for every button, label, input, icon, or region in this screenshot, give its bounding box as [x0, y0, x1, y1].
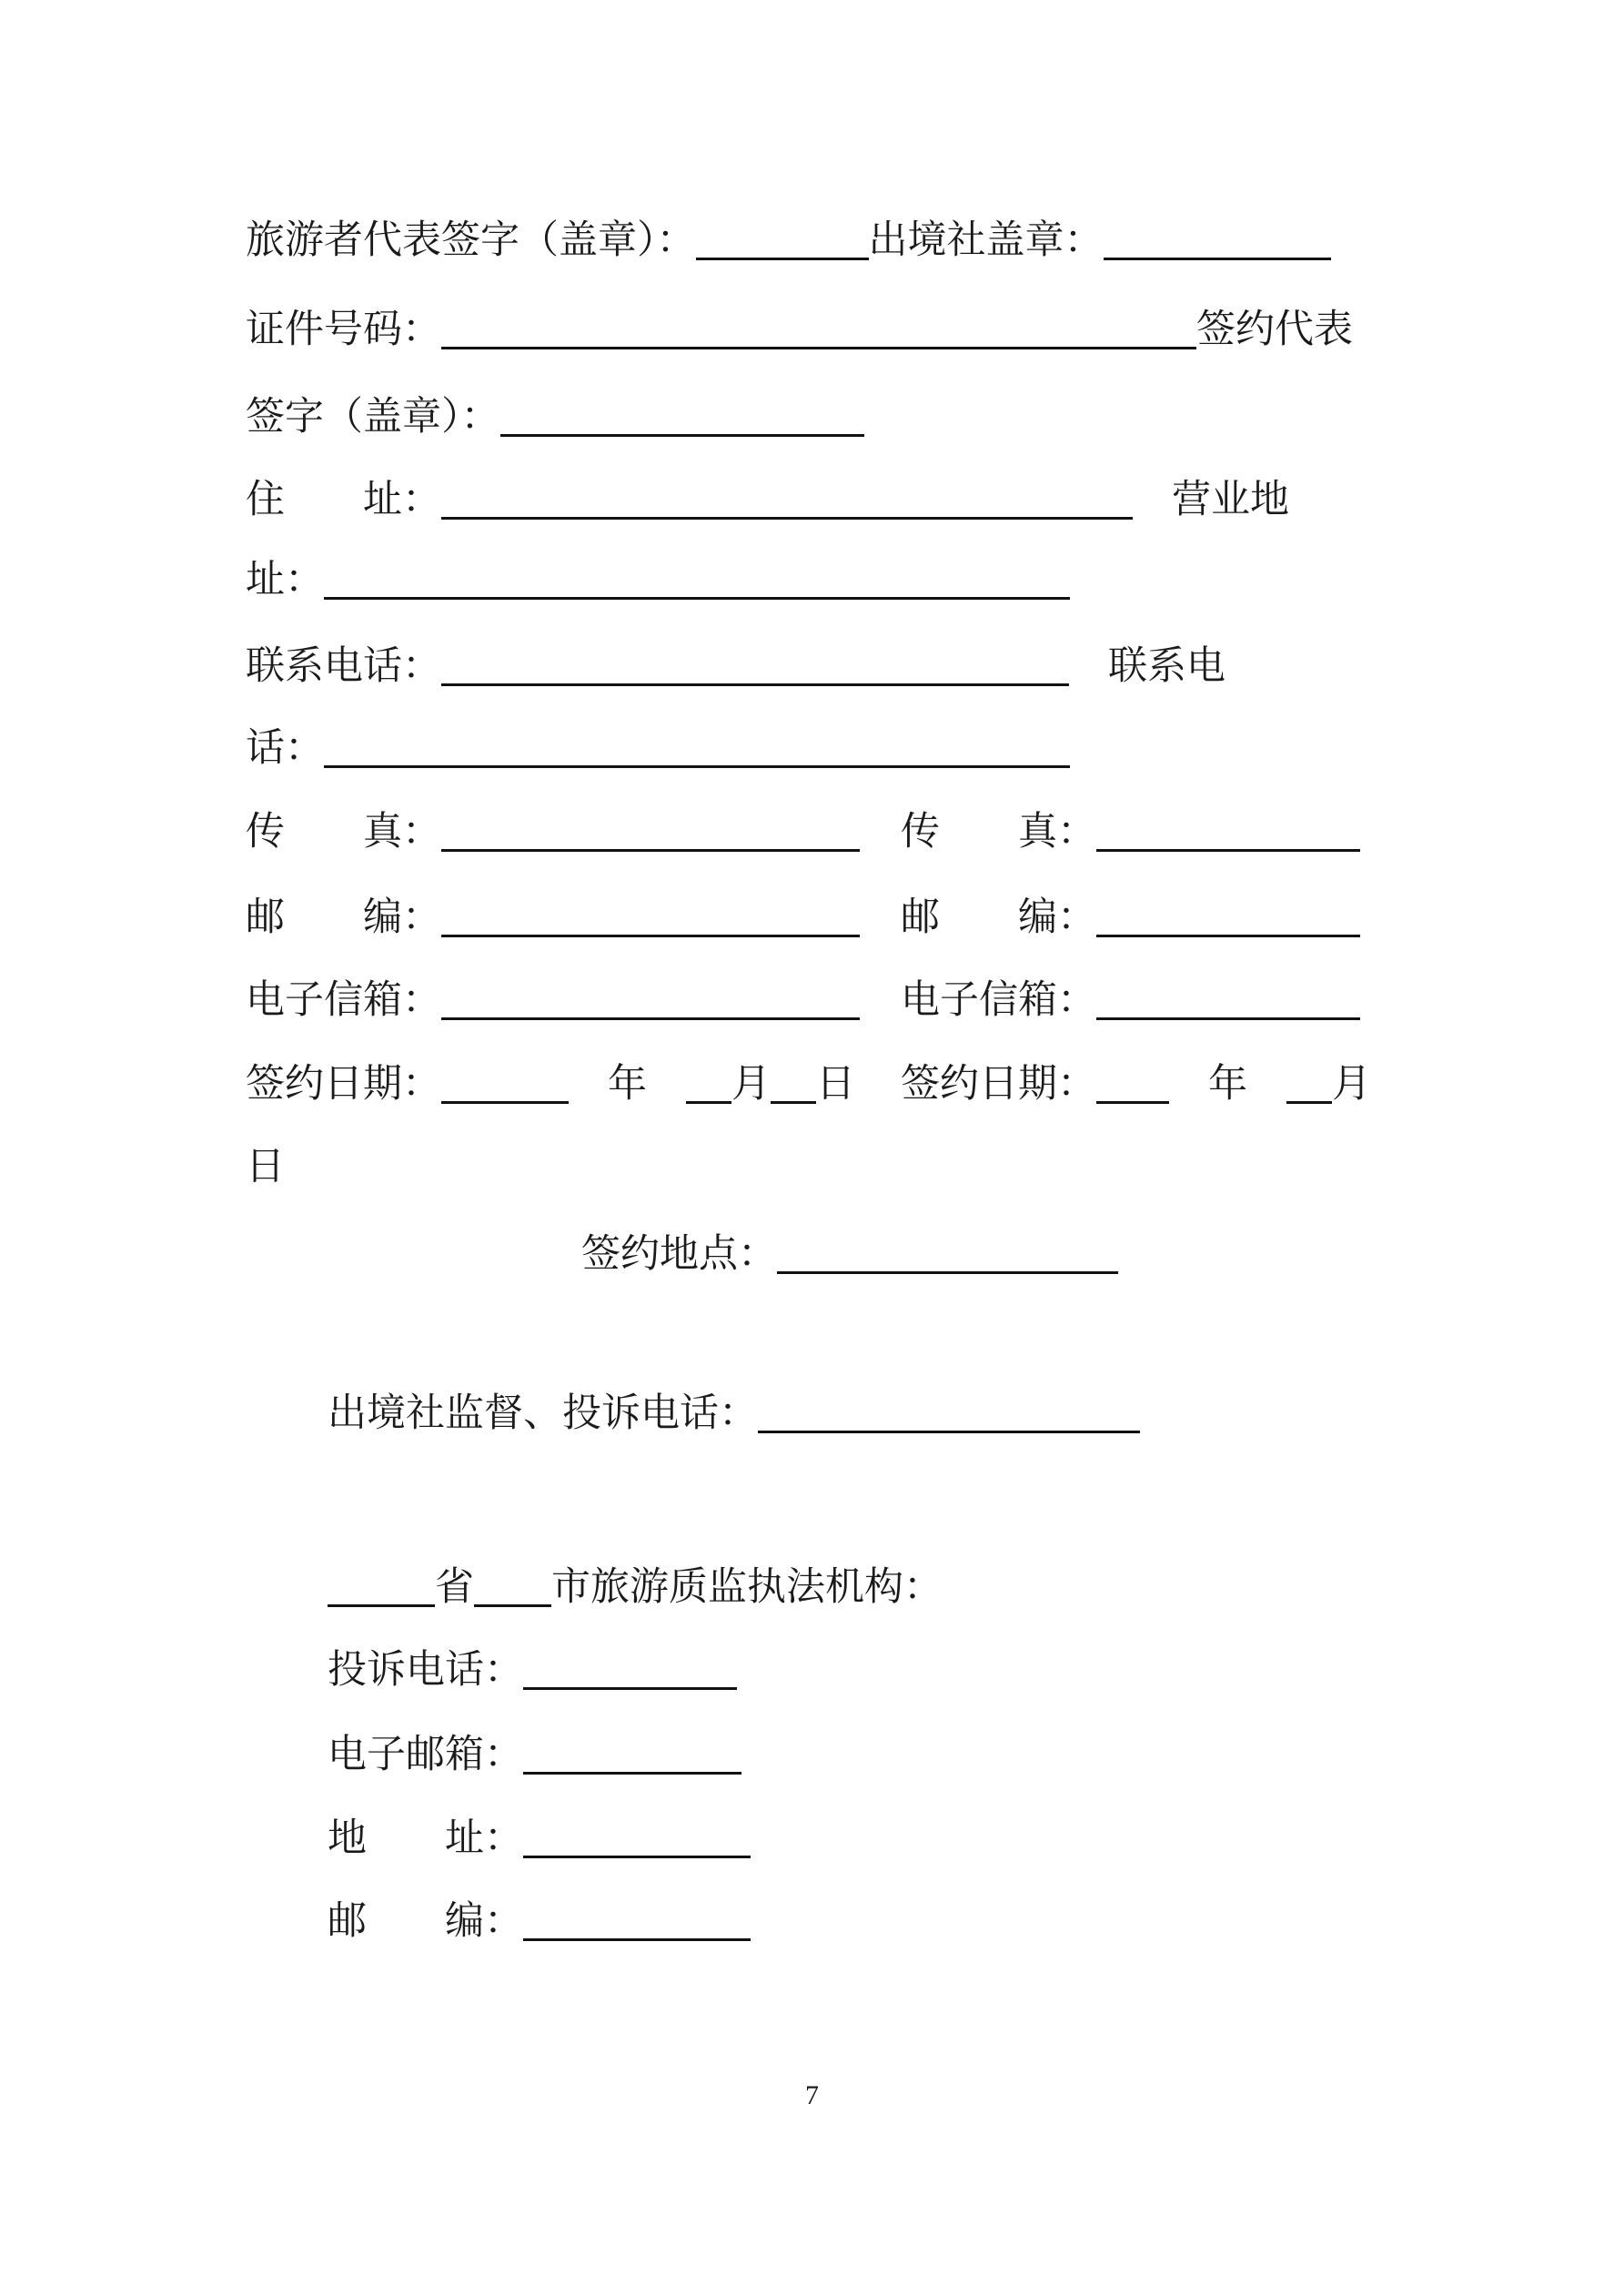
blank-field [1286, 1101, 1332, 1104]
label-text: 址： [246, 559, 324, 602]
blank-field [1096, 849, 1360, 852]
label-text: 旅游者代表签字（盖章）： [246, 219, 696, 262]
label-text: 邮 编： [246, 896, 441, 939]
blank-field [523, 1856, 751, 1858]
label-text: 日 [816, 1063, 855, 1106]
label-text: 电子邮箱： [328, 1734, 523, 1776]
blank-field [441, 935, 860, 937]
authority-complaint-phone [328, 1648, 737, 1694]
authority-postcode [328, 1899, 751, 1945]
blank-field [441, 517, 1133, 520]
label-text: 出境社盖章： [868, 219, 1104, 262]
blank-field [771, 1101, 816, 1104]
label-text: 签约日期： [246, 1063, 441, 1106]
blank-field [523, 1687, 737, 1690]
blank-field [1096, 935, 1360, 937]
blank-field [441, 683, 1069, 686]
contact-phone-and-contact-wrap [246, 644, 1226, 690]
label-text: 出境社监督、投诉电话： [328, 1392, 758, 1435]
blank-field [1096, 1017, 1360, 1020]
business-address-continuation [246, 558, 1070, 603]
label-text: 住 址： [246, 479, 441, 521]
blank-field [523, 1772, 741, 1775]
signing-place [581, 1232, 1118, 1278]
page-number: 7 [805, 2080, 819, 2110]
blank-field [324, 597, 1070, 600]
label-text: 签字（盖章）： [246, 396, 500, 439]
label-text: 邮 编： [328, 1900, 523, 1943]
province-city-tourism-quality-authority [328, 1565, 943, 1611]
signing-date-right [901, 1062, 1371, 1108]
label-text: 签约日期： [901, 1063, 1096, 1106]
id-number-and-signing-rep [246, 308, 1353, 353]
blank-field [523, 1938, 751, 1941]
traveler-rep-signature-and-agency-seal [246, 218, 1331, 264]
blank-field [474, 1604, 551, 1607]
blank-field [441, 347, 1196, 349]
label-text: 省 [435, 1566, 474, 1609]
label-text: 年 [569, 1063, 686, 1106]
label-text: 月 [1332, 1063, 1371, 1106]
contact-phone-continuation [246, 726, 1070, 772]
blank-field [686, 1101, 731, 1104]
label-text: 话： [246, 727, 324, 770]
label-text: 月 [731, 1063, 771, 1106]
label-text: 邮 编： [901, 896, 1096, 939]
label-text: 电子信箱： [246, 979, 441, 1022]
fax-left [246, 810, 860, 855]
label-text: 签约代表 [1196, 308, 1353, 351]
blank-field [696, 258, 869, 260]
blank-field [324, 765, 1070, 768]
label-text: 地 址： [328, 1817, 523, 1860]
blank-field [758, 1431, 1140, 1433]
agency-supervision-complaint-phone [328, 1391, 1140, 1437]
label-text: 联系电 [1069, 645, 1226, 688]
authority-email [328, 1733, 741, 1778]
blank-field [441, 849, 860, 852]
blank-field [1104, 258, 1331, 260]
label-text: 市旅游质监执法机构： [551, 1566, 943, 1609]
email-right [901, 978, 1360, 1024]
address-and-business-location [246, 478, 1289, 523]
fax-right [901, 810, 1360, 855]
label-text: 电子信箱： [901, 979, 1096, 1022]
label-text: 日 [246, 1146, 285, 1188]
label-text: 证件号码： [246, 308, 441, 351]
signing-date-right-day-wrap [246, 1145, 285, 1190]
postcode-right [901, 895, 1360, 941]
blank-field [441, 1017, 860, 1020]
label-text: 投诉电话： [328, 1649, 523, 1692]
signature-seal [246, 395, 864, 440]
blank-field [328, 1604, 435, 1607]
label-text: 年 [1169, 1063, 1286, 1106]
email-left [246, 978, 860, 1024]
label-text: 传 真： [246, 811, 441, 854]
blank-field [1096, 1101, 1169, 1104]
label-text: 传 真： [901, 811, 1096, 854]
blank-field [777, 1271, 1118, 1274]
postcode-left [246, 895, 860, 941]
label-text: 营业地 [1133, 479, 1289, 521]
blank-field [500, 434, 864, 437]
label-text: 签约地点： [581, 1233, 777, 1276]
label-text: 联系电话： [246, 645, 441, 688]
blank-field [441, 1101, 569, 1104]
authority-address [328, 1816, 751, 1862]
signing-date-left [246, 1062, 855, 1108]
